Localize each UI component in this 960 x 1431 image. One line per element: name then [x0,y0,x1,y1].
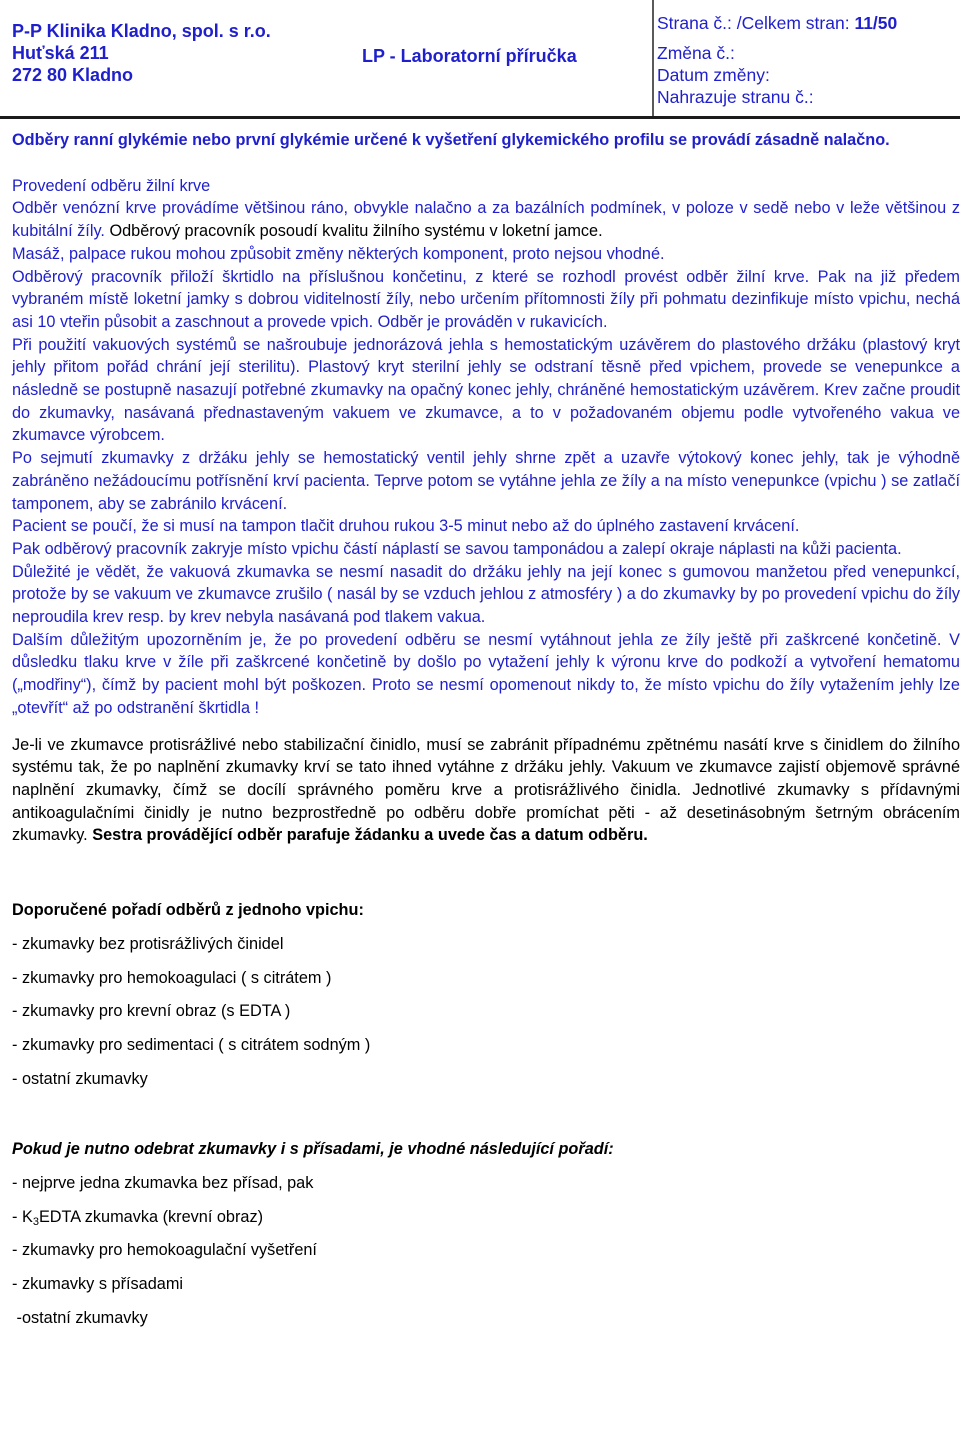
single-order-item-4: - zkumavky pro sedimentaci ( s citrátem sodným ) [12,1035,371,1054]
single-order-item-3: - zkumavky pro krevní obraz (s EDTA ) [12,1002,291,1021]
single-order-item-1: - zkumavky bez protisrážlivých činidel [12,934,284,953]
paragraph-7: Pak odběrový pracovník zakryje místo vpichu částí náplastí se savou tamponádou a zalepí okraje náplasti na kůži pacienta. [12,539,902,558]
k3edta-subscript: 3 [32,1215,39,1228]
paragraph-4: Při použití vakuových systémů se našroubuje jednorázová jehla s hemostatickým uzávěrem do plastového držáku (plastový kryt jehly přitom pořád chrání její sterilitu). Plastový kryt sterilní jehly se odstraní těsně před vpichem, provede se venepunkce a následně se postupně nasazují potřebné zkumavky na opačný konec jehly, chráněné hemostatickým uzávěrem. Krev začne proudit do zkumavky, nasávaná přednastaveným vakuem ve zkumavce, a to v požadovaném objemu podle vytvořeného vakua ve zkumavce výrobcem. [12,335,960,445]
paragraph-1-black: Odběrový pracovník posoudí kvalitu žilního systému v loketní jamce. [109,222,603,241]
page-label: Strana č.: /Celkem stran: [657,13,855,33]
additives-order-heading: Pokud je nutno odebrat zkumavky i s přísadami, je vhodné následující pořadí: [12,1140,614,1159]
paragraph-9: Dalším důležitým upozorněním je, že po provedení odběru se nesmí vytáhnout jehla ze žíly ještě při zaškrcené končetině. V důsledku tlaku krve v žíle při zaškrcené končetině by došlo po vytažení jehly k výronu krve do podkoží a vytvoření hematomu („modřiny“), čímž by pacient mohl být poškozen. Proto se nesmí opomenout nikdy to, že místo vpichu do žíly vytažením jehly lze „otevřít“ až po odstranění škrtidla ! [12,630,960,717]
page-info-block [657,12,897,108]
header-divider-horizontal [0,116,960,119]
paragraph-8: Důležité je vědět, že vakuová zkumavka se nesmí nasadit do držáku jehly na její konec s gumovou manžetou před venepunkcí, protože by se vakuum ve zkumavce zrušilo ( nasál by se vzduch jehlou z atmosféry ) a do zkumavky by po provedení vpichu do žíly neproudila krev resp. by krev nebyla nasávaná pod tlakem vakua. [12,562,960,627]
paragraph-3: Odběrový pracovník přiloží škrtidlo na příslušnou končetinu, z které se rozhodl provést odběr žilní krve. Pak na již předem vybraném místě loketní jamky s dobrou viditelností žíly, nebo určením přítomnosti žíly při pohmatu dezinfikuje místo vpichu, nechá asi 10 vteřin působit a zaschnout a provede vpich. Odběr je prováděn v rukavicích. [12,267,960,331]
paragraph-2: Masáž, palpace rukou mohou způsobit změny některých komponent, proto nejsou vhodné. [12,244,665,263]
fasting-note: Odběry ranní glykémie nebo první glykémie určené k vyšetření glykemického profilu se provádí zásadně nalačno. [12,131,890,149]
page-counter [657,12,897,34]
additives-order-item-4: - zkumavky s přísadami [12,1275,183,1294]
procedure-heading: Provedení odběru žilní krve [12,176,211,195]
organization-city: 272 80 Kladno [12,65,134,85]
paragraph-6: Pacient se poučí, že si musí na tampon tlačit druhou rukou 3-5 minut nebo až do úplného zastavení krvácení. [12,517,800,536]
k3edta-suffix: EDTA zkumavka (krevní obraz) [38,1207,264,1226]
header-divider-vertical [652,0,654,116]
document-body [12,129,960,1330]
manual-title: LP - Laboratorní příručka [362,46,577,66]
paragraph-10-bold: Sestra provádějící odběr parafuje žádanku a uvede čas a datum odběru. [92,826,648,845]
paragraph-1-blue: Odběr venózní krve provádíme většinou ráno, obvykle nalačno a za bazálních podmínek, v poloze v sedě nebo v leže většinou z kubitální žíly. [12,199,960,241]
organization-name: P-P Klinika Kladno, spol. s r.o. [12,21,271,41]
page-header [0,0,960,120]
organization-block [12,20,271,86]
paragraph-5: Po sejmutí zkumavky z držáku jehly se hemostatický ventil jehly shrne zpět a uzavře výtokový konec jehly, tak je výhodně zabráněno nežádoucímu potřísnění krví pacienta. Teprve potom se vytáhne jehla ze žíly a na místo venepunkce (vpichu ) se zatlačí tamponem, aby se zabránilo krvácení. [12,449,960,513]
additives-order-item-2 [12,1206,960,1229]
change-date-label: Datum změny: [657,65,770,85]
additives-order-item-1: - nejprve jedna zkumavka bez přísad, pak [12,1174,314,1193]
replaces-page-label: Nahrazuje stranu č.: [657,87,814,107]
single-draw-order-heading: Doporučené pořadí odběrů z jednoho vpichu: [12,901,364,920]
single-order-item-5: - ostatní zkumavky [12,1069,148,1088]
additives-order-item-5: -ostatní zkumavky [12,1308,148,1327]
paragraph-10 [12,734,960,848]
organization-street: Huťská 211 [12,43,109,63]
paragraph-1 [12,197,960,242]
paragraph-10-text: Je-li ve zkumavce protisrážlivé nebo stabilizační činidlo, musí se zabránit případnému zpětnému nasátí krve s činidlem do žilního systému tak, že po naplnění zkumavky krví se tato ihned vytáhne z držáku jehly. Vakuum ve zkumavce zajistí objemově správné naplnění zkumavky, čímž se docílí správného poměru krve a protisrážlivého činidla. Jednotlivé zkumavky s přídavnými antikoagulačními činidly je nutno bezprostředně po odběru dobře promíchat pěti - až desetinásobným šetrným obrácením zkumavky. [12,735,960,845]
change-number-label: Změna č.: [657,43,735,63]
additives-order-item-3: - zkumavky pro hemokoagulační vyšetření [12,1241,317,1260]
page-number: 11/50 [854,13,898,33]
single-order-item-2: - zkumavky pro hemokoagulaci ( s citrátem ) [12,968,332,987]
k3edta-prefix: - K [12,1207,33,1226]
